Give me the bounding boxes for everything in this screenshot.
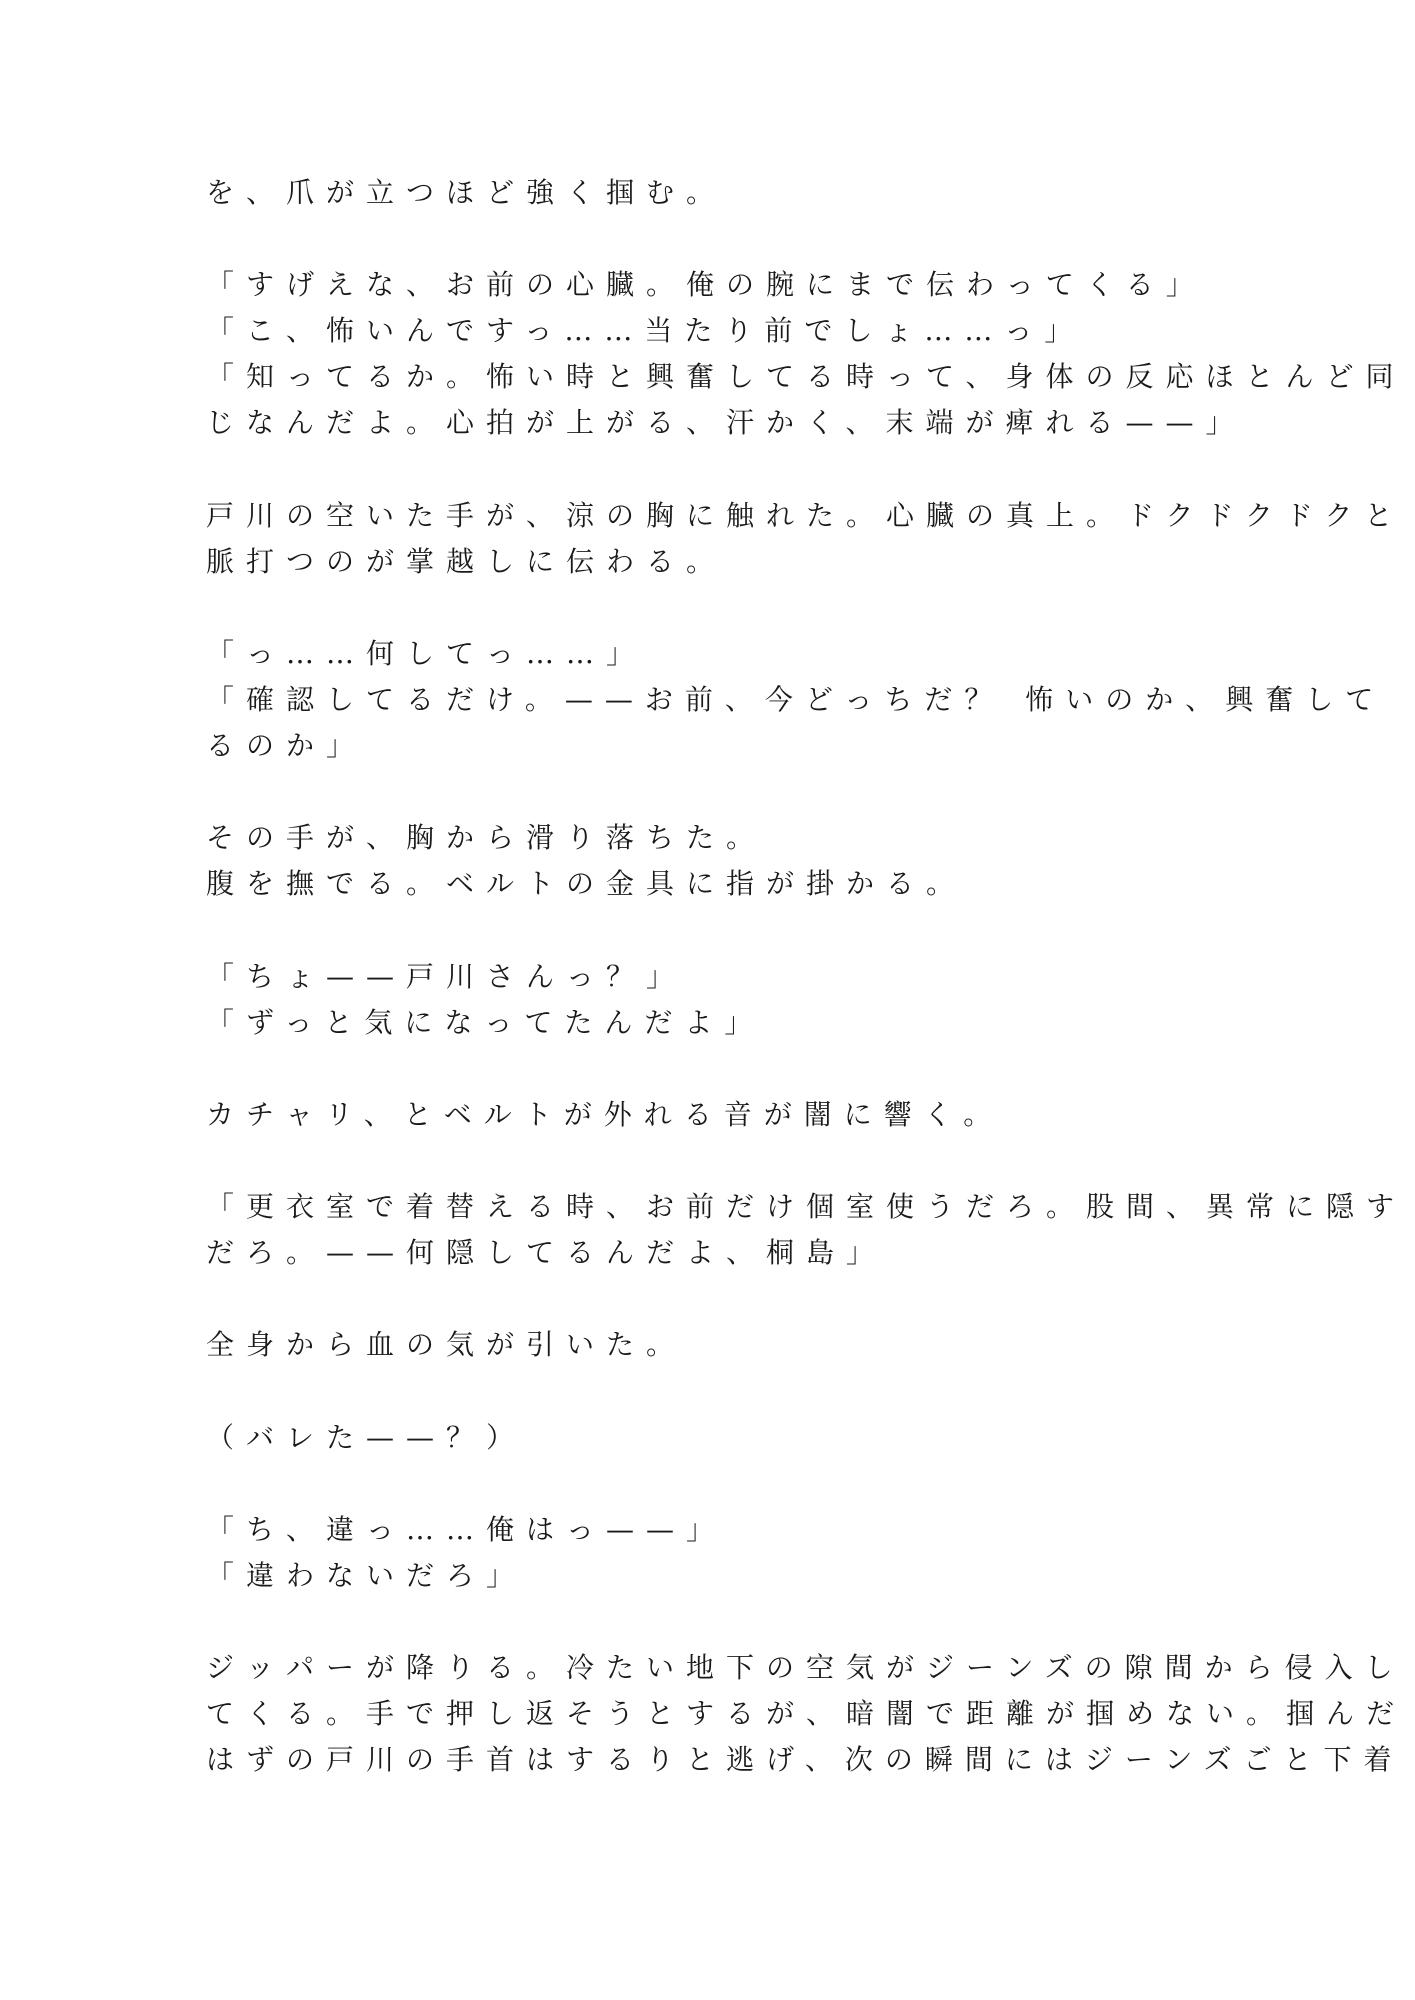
blank-line bbox=[206, 1599, 1206, 1645]
text-line: カチャリ、とベルトが外れる音が闇に響く。 bbox=[206, 1097, 1004, 1131]
text-line: じなんだよ。心拍が上がる、汗かく、末端が痺れる——」 bbox=[206, 406, 1246, 440]
text-line: 「違わないだろ」 bbox=[206, 1558, 527, 1592]
blank-line bbox=[206, 1046, 1206, 1092]
blank-line bbox=[206, 216, 1206, 262]
text-line: 「すげえな、お前の心臓。俺の腕にまで伝わってくる」 bbox=[206, 268, 1206, 302]
blank-line bbox=[206, 908, 1206, 954]
text-line: 「ずっと気になってたんだよ」 bbox=[206, 1005, 765, 1039]
text-line: てくる。手で押し返そうとするが、暗闇で距離が掴めない。掴んだ bbox=[206, 1697, 1407, 1731]
blank-line bbox=[206, 447, 1206, 493]
text-line: （バレた——？） bbox=[206, 1420, 527, 1454]
text-line: だろ。——何隠してるんだよ、桐島」 bbox=[206, 1236, 887, 1270]
blank-line bbox=[206, 769, 1206, 815]
text-line: 「こ、怖いんですっ……当たり前でしょ……っ」 bbox=[206, 314, 1085, 348]
blank-line bbox=[206, 1461, 1206, 1507]
text-line: 「っ……何してっ……」 bbox=[206, 636, 647, 670]
blank-line bbox=[206, 1276, 1206, 1322]
text-line: 「ち、違っ……俺はっ——」 bbox=[206, 1512, 727, 1546]
text-line: 「確認してるだけ。——お前、今どっちだ？ 怖いのか、興奮して bbox=[206, 683, 1386, 717]
blank-line bbox=[206, 1368, 1206, 1414]
text-line: 脈打つのが掌越しに伝わる。 bbox=[206, 544, 727, 578]
text-line: 戸川の空いた手が、涼の胸に触れた。心臓の真上。ドクドクドクと bbox=[206, 498, 1405, 532]
text-line: るのか」 bbox=[206, 729, 367, 763]
text-line: 「更衣室で着替える時、お前だけ個室使うだろ。股間、異常に隠す bbox=[206, 1190, 1407, 1224]
blank-line bbox=[206, 585, 1206, 631]
text-line: を、爪が立つほど強く掴む。 bbox=[206, 176, 727, 209]
text-line: 「知ってるか。怖い時と興奮してる時って、身体の反応ほとんど同 bbox=[206, 360, 1406, 394]
text-line: ジッパーが降りる。冷たい地下の空気がジーンズの隙間から侵入し bbox=[206, 1651, 1405, 1684]
text-line: 全身から血の気が引いた。 bbox=[206, 1328, 687, 1362]
text-line: 腹を撫でる。ベルトの金具に指が掛かる。 bbox=[206, 867, 967, 901]
text-line: その手が、胸から滑り落ちた。 bbox=[206, 821, 767, 855]
document-page bbox=[206, 170, 1407, 1783]
text-line: はずの戸川の手首はするりと逃げ、次の瞬間にはジーンズごと下着 bbox=[206, 1743, 1404, 1777]
text-line: 「ちょ——戸川さんっ？」 bbox=[206, 959, 687, 993]
blank-line bbox=[206, 1138, 1206, 1184]
